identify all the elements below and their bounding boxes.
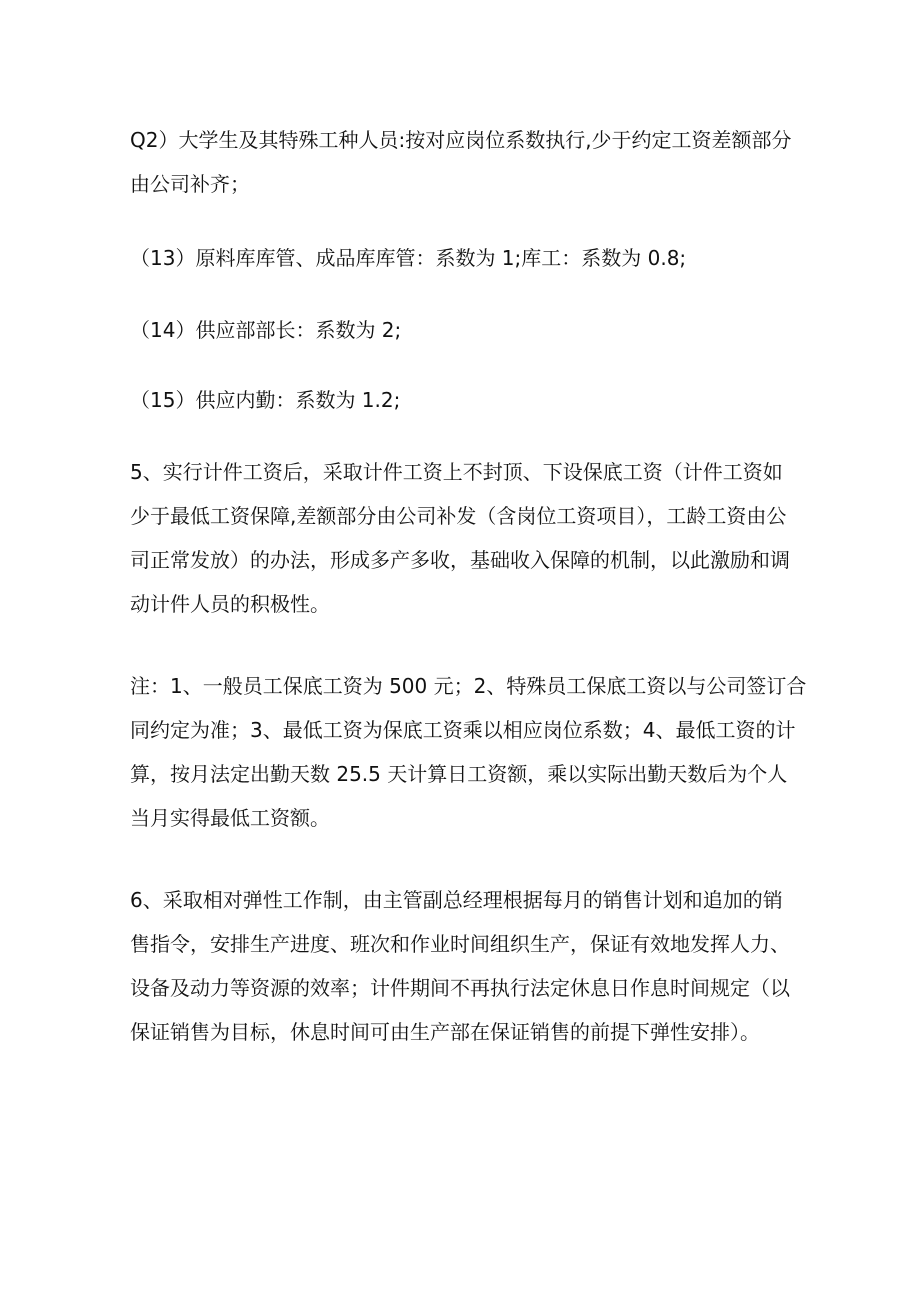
text-line: （13）原料库库管、成品库库管：系数为 1;库工：系数为 0.8;	[130, 246, 687, 270]
text-line: 同约定为准；3、最低工资为保底工资乘以相应岗位系数；4、最低工资的计	[130, 718, 796, 742]
text-line: 保证销售为目标，休息时间可由生产部在保证销售的前提下弹性安排）。	[130, 1020, 760, 1044]
paragraph-item-14	[130, 308, 800, 352]
paragraph-item-15	[130, 378, 800, 422]
paragraph-note	[130, 664, 807, 840]
text-line: 司正常发放）的办法，形成多产多收，基础收入保障的机制，以此激励和调	[130, 548, 790, 572]
text-line: 6、采取相对弹性工作制，由主管副总经理根据每月的销售计划和追加的销	[130, 888, 783, 912]
text-line: 5、实行计件工资后，采取计件工资上不封顶、下设保底工资（计件工资如	[130, 460, 783, 484]
text-line: 设备及动力等资源的效率；计件期间不再执行法定休息日作息时间规定（以	[130, 976, 790, 1000]
text-line: 售指令，安排生产进度、班次和作业时间组织生产，保证有效地发挥人力、	[130, 932, 790, 956]
text-line: 注：1、一般员工保底工资为 500 元；2、特殊员工保底工资以与公司签订合	[130, 674, 807, 698]
paragraph-q2	[130, 118, 800, 206]
text-line: 动计件人员的积极性。	[130, 592, 330, 616]
text-line: 由公司补齐；	[130, 172, 250, 196]
text-line: Q2）大学生及其特殊工种人员:按对应岗位系数执行,少于约定工资差额部分	[130, 128, 792, 152]
paragraph-item-13	[130, 236, 800, 280]
text-line: （15）供应内勤：系数为 1.2;	[130, 388, 401, 412]
paragraph-section-6	[130, 878, 800, 1054]
text-line: 当月实得最低工资额。	[130, 806, 330, 830]
text-line: （14）供应部部长：系数为 2;	[130, 318, 402, 342]
text-line: 少于最低工资保障,差额部分由公司补发（含岗位工资项目），工龄工资由公	[130, 504, 787, 528]
text-line: 算，按月法定出勤天数 25.5 天计算日工资额，乘以实际出勤天数后为个人	[130, 762, 788, 786]
paragraph-section-5	[130, 450, 800, 626]
